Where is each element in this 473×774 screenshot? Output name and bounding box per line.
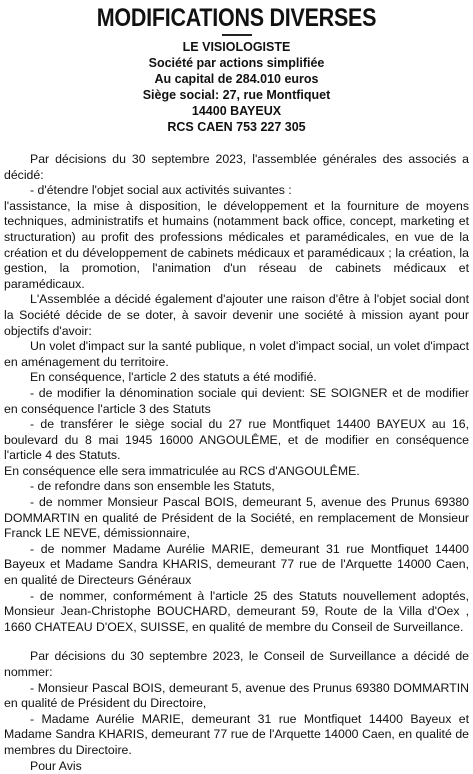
paragraph: En conséquence elle sera immatriculée au RCS d'ANGOULÊME.	[4, 463, 360, 478]
company-capital: Au capital de 284.010 euros	[154, 72, 319, 86]
page-title: MODIFICATIONS DIVERSES	[96, 4, 377, 32]
company-name: LE VISIOLOGISTE	[182, 40, 291, 54]
company-city: 14400 BAYEUX	[191, 104, 282, 118]
legal-notice	[0, 4, 473, 773]
company-siege: Siège social: 27, rue Montfiquet	[142, 88, 331, 102]
sign-off: Pour Avis	[30, 758, 82, 773]
company-form: Société par actions simplifiée	[148, 56, 325, 70]
paragraph: - d'étendre l'objet social aux activités suivantes :	[30, 183, 292, 198]
title-divider	[222, 34, 252, 36]
paragraph: - de nommer, conformément à l'article 25 des Statuts nouvellement adoptés, Monsieur Jean-Christophe BOUCHARD, demeurant 59, Route de la Villa d'Oex , 1660 CHATEAU D'OEX, SUISSE, en qualité de membre du Conseil de Surveillance.	[4, 588, 469, 634]
paragraph: - de refondre dans son ensemble les Statuts,	[30, 479, 275, 494]
paragraph: - de nommer Monsieur Pascal BOIS, demeurant 5, avenue des Prunus 69380 DOMMARTIN en qualité de Président de la Société, en remplacement de Monsieur Franck LE NEVE, démissionnaire,	[4, 495, 469, 541]
notice-body	[4, 152, 469, 774]
paragraph: Par décisions du 30 septembre 2023, l'assemblée générales des associés a décidé:	[4, 152, 469, 182]
paragraph: - de modifier la dénomination sociale qui devient: SE SOIGNER et de modifier en conséquence l'article 3 des Statuts	[4, 385, 469, 416]
paragraph: - Monsieur Pascal BOIS, demeurant 5, avenue des Prunus 69380 DOMMARTIN en qualité de Président du Directoire,	[4, 680, 469, 711]
paragraph: - de nommer Madame Aurélie MARIE, demeurant 31 rue Montfiquet 14400 Bayeux et Madame Sandra KHARIS, demeurant 77 rue de l'Arquette 14000 Caen, en qualité de Directeurs Généraux	[4, 541, 469, 588]
paragraph: Par décisions du 30 septembre 2023, le Conseil de Surveillance a décidé de nommer:	[4, 649, 469, 679]
company-header	[4, 39, 469, 135]
paragraph: - Madame Aurélie MARIE, demeurant 31 rue Montfiquet 14400 Bayeux et Madame Sandra KHARIS, demeurant 77 rue de l'Arquette 14000 Caen, en qualité de membres du Directoire.	[4, 711, 469, 757]
paragraph: En conséquence, l'article 2 des statuts a été modifié.	[30, 370, 317, 385]
spacer	[4, 635, 469, 649]
paragraph: - de transférer le siège social du 27 rue Montfiquet 14400 BAYEUX au 16, boulevard du 8 mai 1945 16000 ANGOULÊME, et de modifier en conséquence l'article 4 des Statuts.	[4, 417, 469, 463]
paragraph: Un volet d'impact sur la santé publique, n volet d'impact social, un volet d'impact en aménagement du territoire.	[4, 339, 469, 369]
paragraph: l'assistance, la mise à disposition, le développement et la fourniture de moyens techniques, administratifs et humains (notamment back office, concept, marketing et structuration) au profit des professions médicales et paramédicales, en vue de la création et du développement de cabinets médicaux et paramédicaux ; la création, la gestion, la promotion, l'animation d'un réseau de cabinets médicaux et paramédicaux.	[4, 198, 469, 291]
paragraph: L'Assemblée a décidé également d'ajouter une raison d'être à l'objet social dont la Société décide de se doter, à savoir devenir une société à mission ayant pour objectifs d'avoir:	[4, 292, 469, 338]
company-rcs: RCS CAEN 753 227 305	[167, 120, 306, 134]
